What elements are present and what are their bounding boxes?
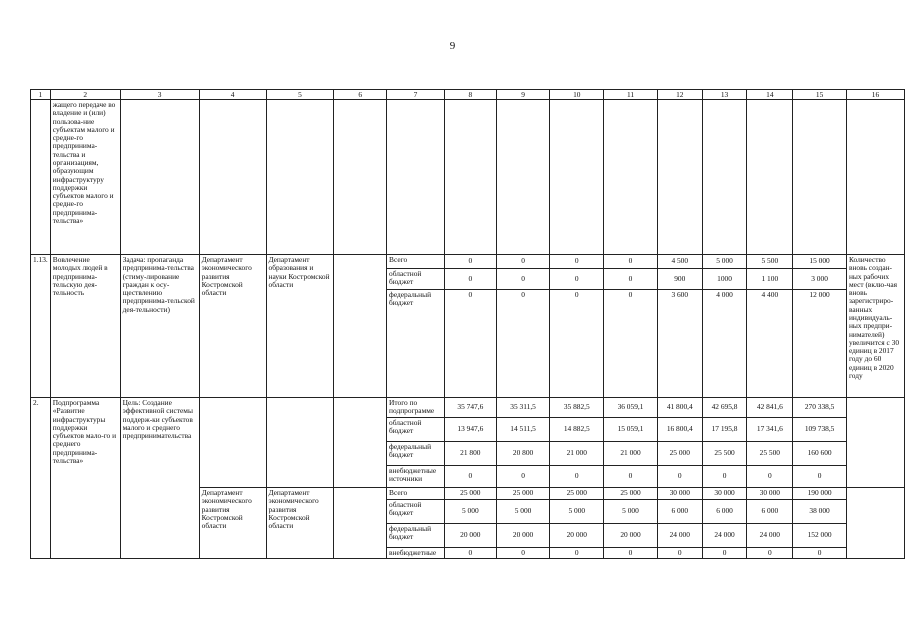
value-cell: 25 000 bbox=[496, 488, 550, 500]
value-cell: 25 000 bbox=[604, 488, 658, 500]
value-cell: 42 695,8 bbox=[702, 398, 747, 418]
row-2 bbox=[31, 398, 905, 418]
value-cell: 0 bbox=[604, 290, 658, 398]
value-cell: 25 000 bbox=[550, 488, 604, 500]
value-cell: 0 bbox=[444, 269, 496, 290]
row-number: 2. bbox=[31, 398, 51, 559]
value-cell: 0 bbox=[496, 269, 550, 290]
value-cell: 12 000 bbox=[793, 290, 847, 398]
value-cell: 0 bbox=[747, 548, 793, 559]
continuation-row bbox=[31, 100, 905, 255]
value-cell: 5 000 bbox=[550, 500, 604, 524]
value-cell: 20 000 bbox=[496, 524, 550, 548]
value-cell: 4 500 bbox=[657, 255, 702, 269]
value-cell: 6 000 bbox=[747, 500, 793, 524]
value-cell: 5 000 bbox=[604, 500, 658, 524]
funding-source: федеральный бюджет bbox=[387, 442, 445, 466]
value-cell: 15 000 bbox=[793, 255, 847, 269]
value-cell: 25 000 bbox=[657, 442, 702, 466]
value-cell: 0 bbox=[444, 548, 496, 559]
value-cell: 14 882,5 bbox=[550, 418, 604, 442]
program-table bbox=[30, 89, 905, 559]
value-cell: 24 000 bbox=[657, 524, 702, 548]
value-cell: 4 400 bbox=[747, 290, 793, 398]
funding-source: внебюджетные источники bbox=[387, 466, 445, 488]
value-cell: 0 bbox=[444, 255, 496, 269]
value-cell: 0 bbox=[550, 466, 604, 488]
value-cell: 25 500 bbox=[702, 442, 747, 466]
value-cell: 13 947,6 bbox=[444, 418, 496, 442]
funding-source: федеральный бюджет bbox=[387, 524, 445, 548]
column-header: 14 bbox=[747, 90, 793, 100]
column-header: 1 bbox=[31, 90, 51, 100]
value-cell: 0 bbox=[604, 466, 658, 488]
value-cell: 5 000 bbox=[496, 500, 550, 524]
value-cell: 3 000 bbox=[793, 269, 847, 290]
value-cell: 21 800 bbox=[444, 442, 496, 466]
value-cell: 21 000 bbox=[550, 442, 604, 466]
value-cell: 1 100 bbox=[747, 269, 793, 290]
row-1-13 bbox=[31, 255, 905, 269]
value-cell: 0 bbox=[496, 466, 550, 488]
column-header: 15 bbox=[793, 90, 847, 100]
column-header: 10 bbox=[550, 90, 604, 100]
column-header: 11 bbox=[604, 90, 658, 100]
value-cell: 20 000 bbox=[444, 524, 496, 548]
value-cell: 6 000 bbox=[657, 500, 702, 524]
value-cell: 900 bbox=[657, 269, 702, 290]
value-cell: 6 000 bbox=[702, 500, 747, 524]
executor: Департамент экономического развития Костромской области bbox=[199, 255, 266, 398]
value-cell: 17 195,8 bbox=[702, 418, 747, 442]
executor: Департамент экономического развития Костромской области bbox=[199, 488, 266, 559]
value-cell: 0 bbox=[444, 466, 496, 488]
task-text: Задача: пропаганда предпринима-тельства (стиму-лирование граждан к осу-ществлению предпринима-тельской дея-тельности) bbox=[120, 255, 199, 398]
value-cell: 5 000 bbox=[444, 500, 496, 524]
value-cell: 42 841,6 bbox=[747, 398, 793, 418]
value-cell: 0 bbox=[550, 290, 604, 398]
value-cell: 0 bbox=[657, 466, 702, 488]
value-cell: 0 bbox=[793, 548, 847, 559]
value-cell: 0 bbox=[657, 548, 702, 559]
header-row bbox=[31, 90, 905, 100]
funding-source: областной бюджет bbox=[387, 418, 445, 442]
value-cell: 41 800,4 bbox=[657, 398, 702, 418]
value-cell: 190 000 bbox=[793, 488, 847, 500]
value-cell: 30 000 bbox=[657, 488, 702, 500]
value-cell: 0 bbox=[604, 548, 658, 559]
column-header: 12 bbox=[657, 90, 702, 100]
measure-name: Вовлечение молодых людей в предпринима-тельскую дея-тельность bbox=[50, 255, 120, 398]
value-cell: 0 bbox=[550, 269, 604, 290]
value-cell: 24 000 bbox=[702, 524, 747, 548]
value-cell: 14 511,5 bbox=[496, 418, 550, 442]
value-cell: 1000 bbox=[702, 269, 747, 290]
funding-source: Всего bbox=[387, 255, 445, 269]
value-cell: 0 bbox=[604, 269, 658, 290]
value-cell: 35 882,5 bbox=[550, 398, 604, 418]
value-cell: 0 bbox=[444, 290, 496, 398]
value-cell: 152 000 bbox=[793, 524, 847, 548]
value-cell: 0 bbox=[793, 466, 847, 488]
value-cell: 24 000 bbox=[747, 524, 793, 548]
value-cell: 0 bbox=[496, 290, 550, 398]
value-cell: 25 500 bbox=[747, 442, 793, 466]
value-cell: 0 bbox=[702, 548, 747, 559]
value-cell: 160 600 bbox=[793, 442, 847, 466]
value-cell: 0 bbox=[747, 466, 793, 488]
value-cell: 4 000 bbox=[702, 290, 747, 398]
page-number: 9 bbox=[449, 40, 456, 52]
value-cell: 30 000 bbox=[747, 488, 793, 500]
value-cell: 30 000 bbox=[702, 488, 747, 500]
row-number: 1.13. bbox=[31, 255, 51, 398]
value-cell: 0 bbox=[550, 255, 604, 269]
column-header: 13 bbox=[702, 90, 747, 100]
funding-source: Всего bbox=[387, 488, 445, 500]
funding-source: федеральный бюджет bbox=[387, 290, 445, 398]
value-cell: 0 bbox=[550, 548, 604, 559]
co-executor: Департамент образования и науки Костромской области bbox=[266, 255, 334, 398]
funding-source: внебюджетные bbox=[387, 548, 445, 559]
column-header: 5 bbox=[266, 90, 334, 100]
value-cell: 0 bbox=[702, 466, 747, 488]
value-cell: 25 000 bbox=[444, 488, 496, 500]
column-header: 4 bbox=[199, 90, 266, 100]
column-header: 2 bbox=[50, 90, 120, 100]
value-cell: 5 000 bbox=[702, 255, 747, 269]
funding-source: областной бюджет bbox=[387, 269, 445, 290]
funding-source: областной бюджет bbox=[387, 500, 445, 524]
value-cell: 36 059,1 bbox=[604, 398, 658, 418]
column-header: 3 bbox=[120, 90, 199, 100]
value-cell: 35 747,6 bbox=[444, 398, 496, 418]
value-cell: 35 311,5 bbox=[496, 398, 550, 418]
value-cell: 38 000 bbox=[793, 500, 847, 524]
value-cell: 21 000 bbox=[604, 442, 658, 466]
funding-source: Итого по подпрограмме bbox=[387, 398, 445, 418]
goal-text: Цель: Создание эффективной системы поддерж-ки субъектов малого и среднего предпринимательства bbox=[120, 398, 199, 559]
value-cell: 20 000 bbox=[550, 524, 604, 548]
value-cell: 15 059,1 bbox=[604, 418, 658, 442]
value-cell: 270 338,5 bbox=[793, 398, 847, 418]
column-header: 16 bbox=[846, 90, 904, 100]
column-header: 8 bbox=[444, 90, 496, 100]
value-cell: 16 800,4 bbox=[657, 418, 702, 442]
co-executor: Департамент экономического развития Костромской области bbox=[266, 488, 334, 559]
value-cell: 109 738,5 bbox=[793, 418, 847, 442]
value-cell: 0 bbox=[604, 255, 658, 269]
column-header: 7 bbox=[387, 90, 445, 100]
value-cell: 20 000 bbox=[604, 524, 658, 548]
column-header: 6 bbox=[334, 90, 387, 100]
value-cell: 20 800 bbox=[496, 442, 550, 466]
subprogram-name: Подпрограмма «Развитие инфраструктуры поддержки субъектов мало-го и среднего предпринима-тельства» bbox=[50, 398, 120, 559]
value-cell: 5 500 bbox=[747, 255, 793, 269]
expected-result: Количество вновь создан-ных рабочих мест (вклю-чая вновь зарегистриро-ванных индивидуаль-ных предпри-нимателей) увеличится с 30 единиц в 2017 году до 60 единиц в 2020 году bbox=[846, 255, 904, 398]
column-header: 9 bbox=[496, 90, 550, 100]
value-cell: 17 341,6 bbox=[747, 418, 793, 442]
value-cell: 0 bbox=[496, 255, 550, 269]
value-cell: 3 600 bbox=[657, 290, 702, 398]
value-cell: 0 bbox=[496, 548, 550, 559]
continuation-text: жащего передаче во владение и (или) пользова-ние субъектам малого и средне-го предпринима-тельства и организациям, образующим инфраструктуру поддержки субъектов малого и средне-го предпринима-тельства» bbox=[50, 100, 120, 255]
